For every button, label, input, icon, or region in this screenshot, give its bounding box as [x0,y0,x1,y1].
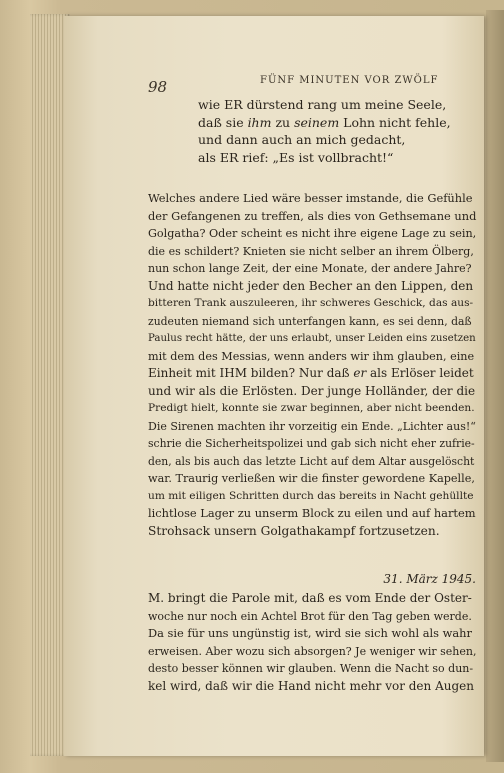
text-line: der Gefangenen zu treffen, als dies von Gethsemane und [148,208,477,223]
text-line: die es schildert? Knieten sie nicht selber an ihrem Ölberg, [148,244,474,258]
verse-block [198,96,484,166]
running-head: FÜNF MINUTEN VOR ZWÖLF [260,75,439,86]
text-line: um mit eiligen Schritten durch das bereits in Nacht gehüllte [148,489,474,502]
text-line: Die Sirenen machten ihr vorzeitig ein Ende. „Lichter aus!“ [148,419,476,433]
text-line: Und hatte nicht jeder den Becher an den Lippen, den [148,278,474,293]
text-line: mit dem des Messias, wenn anders wir ihm glauben, eine [148,349,475,363]
text-line: Strohsack unsern Golgathakampf fortzusetzen. [148,523,440,538]
text-line: bitteren Trank auszuleeren, ihr schweres Geschick, das aus- [148,297,474,309]
verse-line: daß sie ihm zu seinem Lohn nicht fehle, [198,114,451,130]
text-line: M. bringt die Parole mit, daß es vom Ende der Oster- [148,591,472,605]
page-number: 98 [148,78,168,96]
verse-line: wie ER dürstend rang um meine Seele, [198,97,447,112]
paragraph-chapel [148,190,476,540]
text-line: war. Traurig verließen wir die finster gewordene Kapelle, [148,472,475,485]
text-line: Paulus recht hätte, der uns erlaubt, unser Leiden eins zusetzen [148,333,476,344]
text-line: desto besser können wir glauben. Wenn die Nacht so dun- [148,662,474,675]
verse-line: als ER rief: „Es ist vollbracht!“ [198,149,394,165]
text-line: kel wird, daß wir die Hand nicht mehr vor den Augen [148,678,474,693]
text-line: lichtlose Lager zu unserm Block zu eilen und auf hartem [148,506,476,520]
text-line: erweisen. Aber wozu sich absorgen? Je weniger wir sehen, [148,644,477,658]
diary-date: 31. März 1945. [383,572,476,586]
page-content [132,74,484,695]
text-line: Welches andere Lied wäre besser imstande, die Gefühle [148,191,473,205]
page-header [148,74,484,96]
text-line: Predigt hielt, konnte sie zwar beginnen, aber nicht beenden. [148,402,475,414]
book-edge [486,10,504,762]
text-line: zudeuten niemand sich unterfangen kann, es sei denn, daß [148,314,472,328]
text-line: den, als bis auch das letzte Licht auf dem Altar ausgelöscht [148,454,475,468]
text-line: woche nur noch ein Achtel Brot für den Tag geben werde. [148,609,472,623]
paragraph-parole [148,590,476,695]
text-line: Golgatha? Oder scheint es nicht ihre eigene Lage zu sein, [148,227,477,240]
text-line: Da sie für uns ungünstig ist, wird sie sich wohl als wahr [148,626,472,640]
verse-line: und dann auch an mich gedacht, [198,132,406,147]
text-line: schrie die Sicherheitspolizei und gab sich nicht eher zufrie- [148,437,475,450]
text-line: Einheit mit IHM bilden? Nur daß er als Erlöser leidet [148,366,474,380]
text-line: und wir als die Erlösten. Der junge Holländer, der die [148,383,476,398]
text-line: nun schon lange Zeit, der eine Monate, der andere Jahre? [148,262,472,275]
